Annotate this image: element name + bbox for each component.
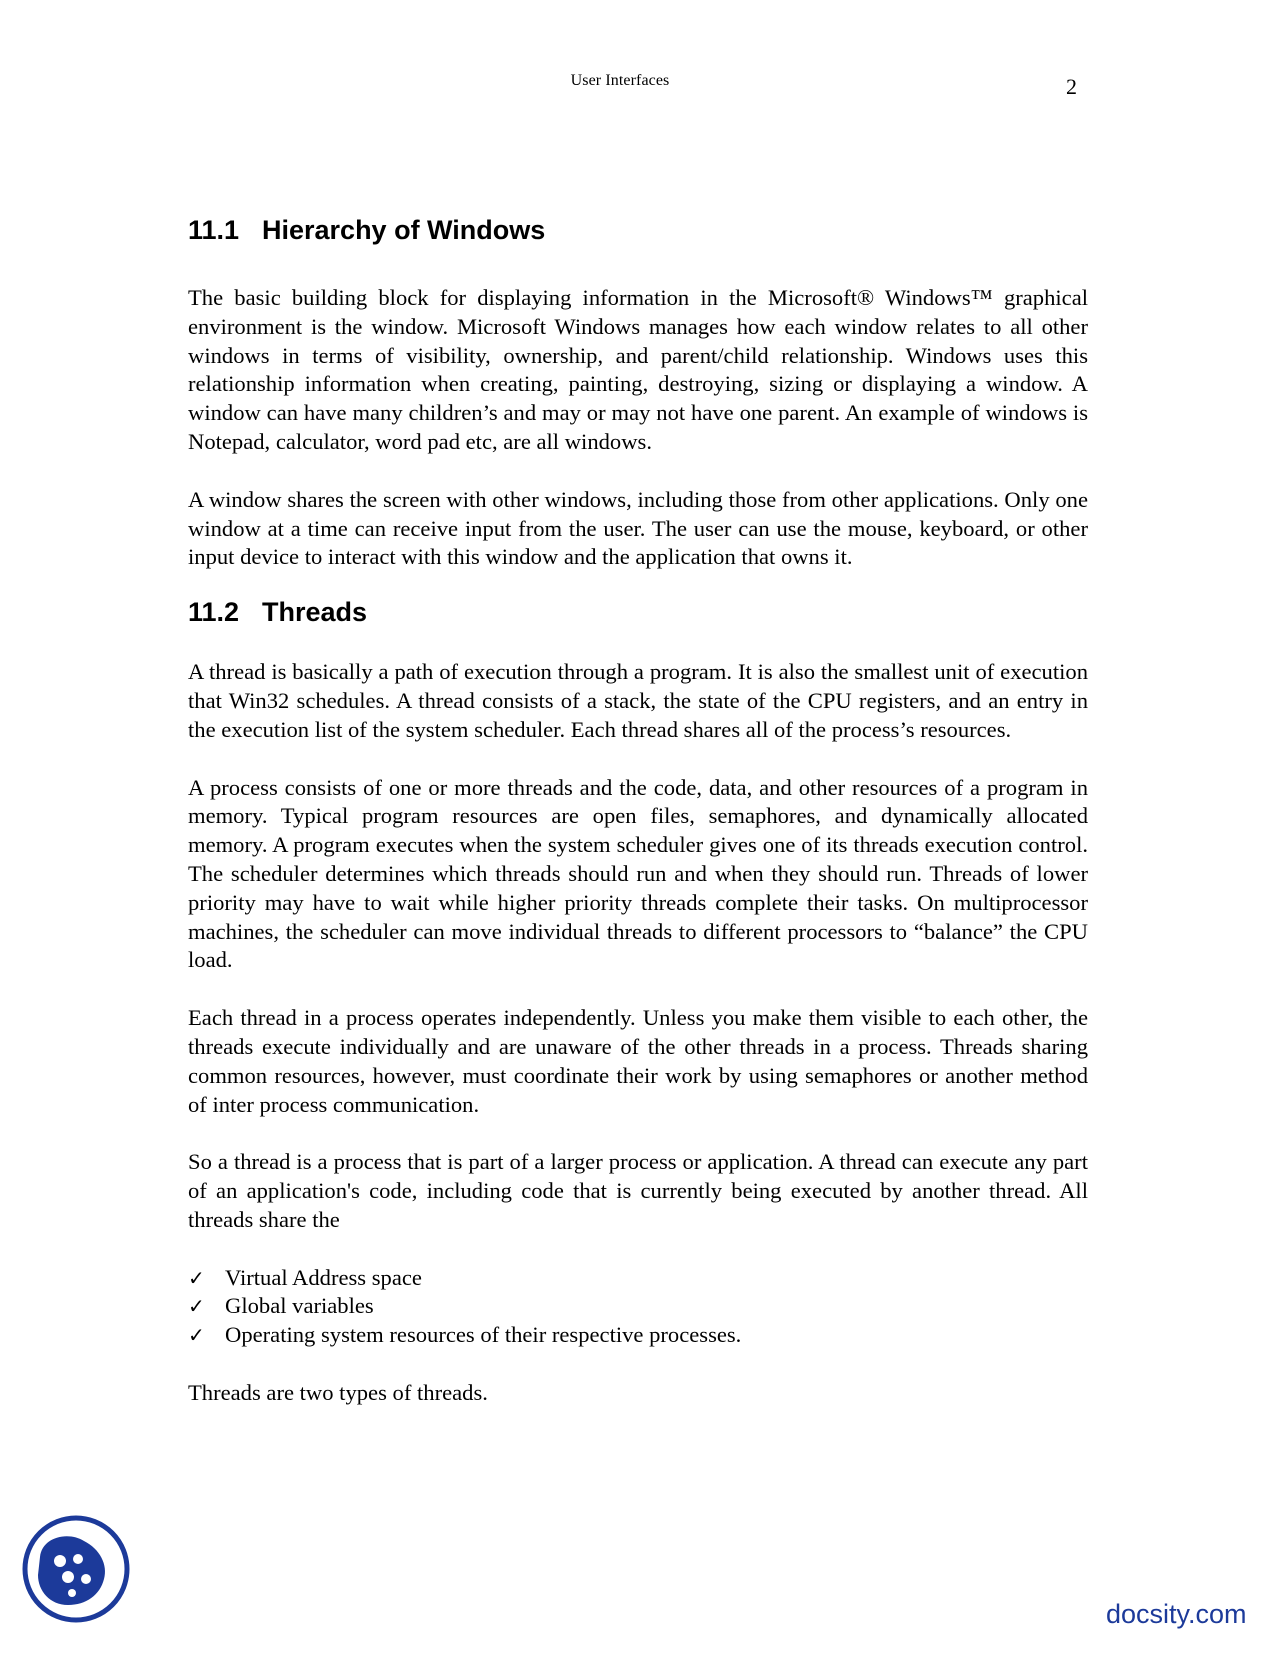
document-body	[188, 200, 1088, 1407]
brand-link[interactable]: docsity.com	[1106, 1599, 1247, 1629]
list-item-text: Virtual Address space	[225, 1264, 422, 1290]
section-heading-hierarchy	[188, 217, 1088, 244]
paragraph: A window shares the screen with other windows, including those from other applications. Only one window at a time can receive input from the user. The user can use the mouse, keyboard, or other input device to interact with this window and the application that owns it.	[188, 486, 1088, 570]
checkmark-icon: ✓	[188, 1322, 205, 1347]
list-item-text: Operating system resources of their respective processes.	[225, 1321, 742, 1347]
section-title: Hierarchy of Windows	[262, 215, 546, 245]
paragraph: The basic building block for displaying information in the Microsoft® Windows™ graphical environment is the window. Microsoft Windows manages how each window relates to all other windows in terms of visibility, ownership, and parent/child relationship. Windows uses this relationship information when creating, painting, destroying, sizing or displaying a window. A window can have many children’s and may or may not have one parent. An example of windows is Notepad, calculator, word pad etc, are all windows.	[188, 285, 1088, 454]
section-title: Threads	[262, 597, 368, 628]
page-number: 2	[1066, 74, 1077, 99]
section-heading-threads	[188, 599, 1088, 626]
checkmark-icon: ✓	[188, 1265, 205, 1290]
paragraph: Each thread in a process operates independently. Unless you make them visible to each other, the threads execute individually and are unaware of the other threads in a process. Threads sharing common resources, however, must coordinate their work by using semaphores or another method of inter process communication.	[188, 1005, 1088, 1117]
checkmark-icon: ✓	[188, 1294, 205, 1319]
list-item	[188, 1321, 1088, 1350]
list-item	[188, 1264, 1088, 1293]
docsity-logo-icon	[20, 1513, 132, 1625]
section-number: 11.2	[188, 597, 240, 628]
checklist	[188, 1264, 1088, 1350]
paragraph: So a thread is a process that is part of a larger process or application. A thread can execute any part of an application's code, including code that is currently being executed by another thread. All threads share the	[188, 1149, 1088, 1232]
list-item-text: Global variables	[225, 1293, 374, 1319]
paragraph: Threads are two types of threads.	[188, 1379, 488, 1405]
paragraph: A process consists of one or more threads and the code, data, and other resources of a program in memory. Typical program resources are open files, semaphores, and dynamically allocated memory. A program executes when the system scheduler gives one of its threads execution control. The scheduler determines which threads should run and when they should run. Threads of lower priority may have to wait while higher priority threads complete their tasks. On multiprocessor machines, the scheduler can move individual threads to different processors to “balance” the CPU load.	[188, 774, 1088, 973]
paragraph: A thread is basically a path of execution through a program. It is also the smallest unit of execution that Win32 schedules. A thread consists of a stack, the state of the CPU registers, and an entry in the execution list of the system scheduler. Each thread shares all of the process’s resources.	[188, 659, 1088, 742]
running-title: User Interfaces	[570, 72, 670, 89]
list-item	[188, 1292, 1088, 1321]
section-number: 11.1	[188, 215, 240, 245]
